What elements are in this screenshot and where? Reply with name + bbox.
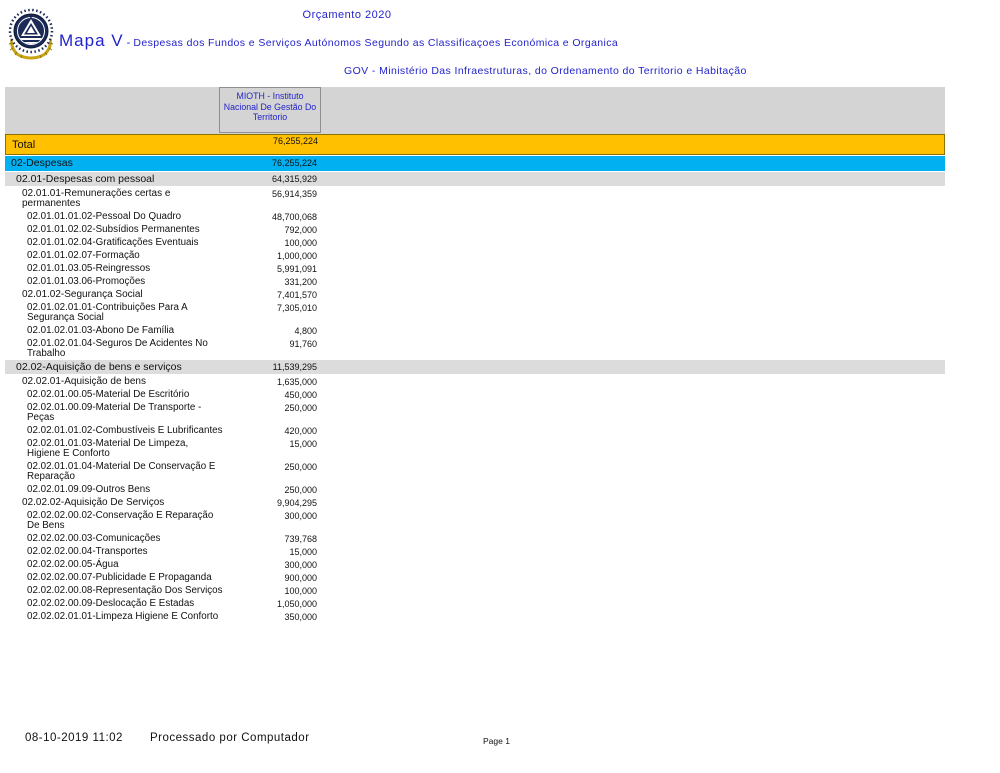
row-value: 7,305,010 bbox=[276, 303, 317, 313]
row-value: 250,000 bbox=[284, 462, 317, 472]
table-row bbox=[5, 134, 945, 155]
row-value: 250,000 bbox=[284, 403, 317, 413]
table-row bbox=[5, 375, 945, 388]
row-value: 300,000 bbox=[284, 560, 317, 570]
row-value: 5,991,091 bbox=[276, 264, 317, 274]
map-dash: - bbox=[123, 37, 134, 49]
row-label: 02.01-Despesas com pessoal bbox=[16, 173, 155, 185]
row-label: 02.02.01.09.09-Outros Bens bbox=[27, 484, 151, 495]
table-row bbox=[5, 424, 945, 437]
row-label: 02.02.02.00.08-Representação Dos Serviços bbox=[27, 585, 223, 596]
table-row bbox=[5, 301, 945, 324]
table-row bbox=[5, 483, 945, 496]
table-row bbox=[5, 496, 945, 509]
row-label: 02.01.01-Remunerações certas e permanentes bbox=[22, 188, 171, 209]
row-label: 02.02.02.00.03-Comunicações bbox=[27, 533, 161, 544]
table-row bbox=[5, 545, 945, 558]
row-label: 02.02.01.01.02-Combustíveis E Lubrificantes bbox=[27, 425, 223, 436]
row-value: 100,000 bbox=[284, 586, 317, 596]
table-body bbox=[5, 134, 945, 623]
row-value: 739,768 bbox=[284, 534, 317, 544]
table-row bbox=[5, 571, 945, 584]
row-label: 02.01.01.03.06-Promoções bbox=[27, 276, 146, 287]
row-value: 9,904,295 bbox=[276, 498, 317, 508]
row-label: 02.01.01.03.05-Reingressos bbox=[27, 263, 151, 274]
map-subtitle: Despesas dos Fundos e Serviços Autónomos Segundo as Classificaçoes Económica e Organica bbox=[133, 37, 619, 49]
row-label: 02.01.01.02.04-Gratificações Eventuais bbox=[27, 237, 199, 248]
row-label: 02.02-Aquisição de bens e serviços bbox=[16, 361, 182, 373]
budget-table bbox=[5, 87, 945, 623]
row-value: 1,000,000 bbox=[276, 251, 317, 261]
table-row bbox=[5, 223, 945, 236]
row-value: 900,000 bbox=[284, 573, 317, 583]
row-label: 02.02.02-Aquisição De Serviços bbox=[22, 497, 165, 508]
row-value: 331,200 bbox=[284, 277, 317, 287]
table-row bbox=[5, 360, 945, 374]
table-row bbox=[5, 388, 945, 401]
footer-datetime: 08-10-2019 11:02 bbox=[25, 732, 123, 744]
row-value: 420,000 bbox=[284, 426, 317, 436]
table-header-row bbox=[5, 87, 945, 134]
table-row bbox=[5, 156, 945, 171]
row-label: 02.02.02.00.05-Água bbox=[27, 559, 119, 570]
row-value: 7,401,570 bbox=[276, 290, 317, 300]
row-value: 76,255,224 bbox=[272, 136, 318, 146]
row-value: 91,760 bbox=[289, 339, 317, 349]
table-row bbox=[5, 324, 945, 337]
table-row bbox=[5, 558, 945, 571]
row-label: Total bbox=[12, 139, 36, 151]
row-value: 250,000 bbox=[284, 485, 317, 495]
row-label: 02.01.02.01.03-Abono De Família bbox=[27, 325, 175, 336]
table-row bbox=[5, 509, 945, 532]
row-label: 02.01.02.01.04-Seguros De Acidentes No Trabalho bbox=[27, 338, 208, 359]
table-row bbox=[5, 337, 945, 360]
map-title-line bbox=[59, 31, 618, 51]
row-value: 100,000 bbox=[284, 238, 317, 248]
row-label: 02.01.01.01.02-Pessoal Do Quadro bbox=[27, 211, 182, 222]
table-row bbox=[5, 275, 945, 288]
table-row bbox=[5, 597, 945, 610]
row-value: 1,635,000 bbox=[276, 377, 317, 387]
row-value: 1,050,000 bbox=[276, 599, 317, 609]
ministry-line: GOV - Ministério Das Infraestruturas, do Ordenamento do Territorio e Habitação bbox=[344, 65, 747, 77]
row-label: 02.01.02.01.01-Contribuições Para A Segurança Social bbox=[27, 302, 188, 323]
row-label: 02.02.02.00.04-Transportes bbox=[27, 546, 148, 557]
row-value: 76,255,224 bbox=[271, 158, 317, 168]
table-row bbox=[5, 187, 945, 210]
table-row bbox=[5, 172, 945, 186]
row-value: 15,000 bbox=[289, 547, 317, 557]
row-value: 15,000 bbox=[289, 439, 317, 449]
table-row bbox=[5, 401, 945, 424]
row-label: 02.02.01.00.05-Material De Escritório bbox=[27, 389, 190, 400]
row-label: 02.02.01.01.03-Material De Limpeza, Higiene E Conforto bbox=[27, 438, 189, 459]
row-label: 02.02.02.00.09-Deslocação E Estadas bbox=[27, 598, 195, 609]
table-row bbox=[5, 532, 945, 545]
row-value: 56,914,359 bbox=[271, 189, 317, 199]
map-title: Mapa V bbox=[59, 31, 124, 50]
row-label: 02.02.01-Aquisição de bens bbox=[22, 376, 146, 387]
row-label: 02.02.01.01.04-Material De Conservação E Reparação bbox=[27, 461, 216, 482]
row-label: 02.02.01.00.09-Material De Transporte - Peças bbox=[27, 402, 202, 423]
row-label: 02-Despesas bbox=[11, 157, 73, 169]
column-header-mioth: MIOTH - Instituto Nacional De Gestão Do Territorio bbox=[219, 87, 321, 133]
row-value: 64,315,929 bbox=[271, 174, 317, 184]
row-value: 11,539,295 bbox=[272, 362, 317, 372]
row-value: 4,800 bbox=[294, 326, 317, 336]
table-row bbox=[5, 460, 945, 483]
row-label: 02.02.02.00.02-Conservação E Reparação De Bens bbox=[27, 510, 214, 531]
table-row bbox=[5, 288, 945, 301]
table-row bbox=[5, 236, 945, 249]
table-row bbox=[5, 584, 945, 597]
row-value: 350,000 bbox=[284, 612, 317, 622]
table-row bbox=[5, 610, 945, 623]
document-title: Orçamento 2020 bbox=[302, 9, 392, 21]
footer-processed-label: Processado por Computador bbox=[150, 732, 310, 744]
row-value: 450,000 bbox=[284, 390, 317, 400]
row-label: 02.02.02.01.01-Limpeza Higiene E Conforto bbox=[27, 611, 219, 622]
table-row bbox=[5, 262, 945, 275]
row-value: 792,000 bbox=[284, 225, 317, 235]
footer-page-number: Page 1 bbox=[483, 736, 510, 746]
row-label: 02.01.01.02.07-Formação bbox=[27, 250, 140, 261]
row-value: 48,700,068 bbox=[271, 212, 317, 222]
row-label: 02.01.02-Segurança Social bbox=[22, 289, 143, 300]
row-label: 02.01.01.02.02-Subsídios Permanentes bbox=[27, 224, 200, 235]
table-row bbox=[5, 437, 945, 460]
row-value: 300,000 bbox=[284, 511, 317, 521]
row-label: 02.02.02.00.07-Publicidade E Propaganda bbox=[27, 572, 212, 583]
table-row bbox=[5, 249, 945, 262]
table-row bbox=[5, 210, 945, 223]
